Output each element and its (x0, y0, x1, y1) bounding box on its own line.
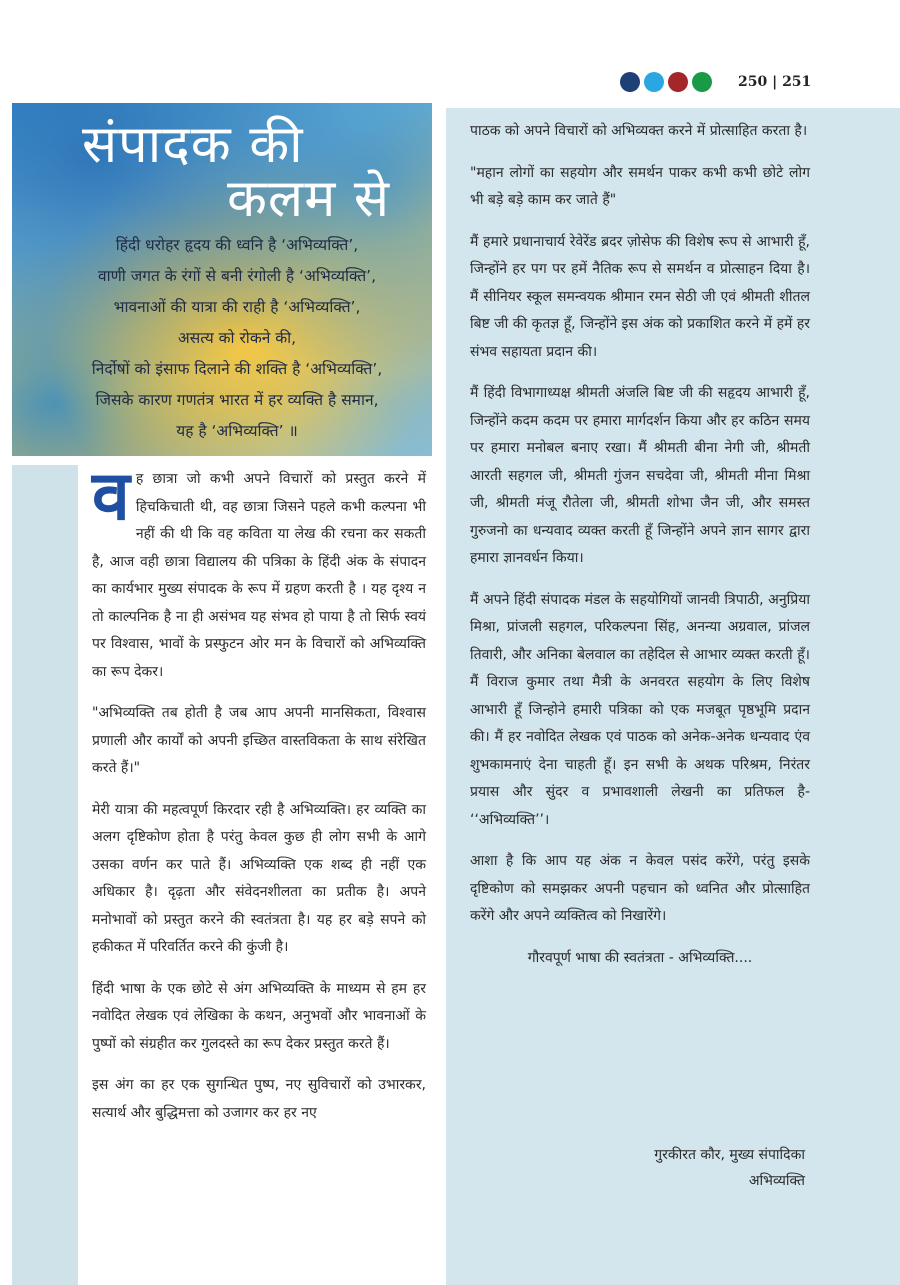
hero-title-line2: कलम से (227, 169, 390, 229)
poem-line: भावनाओं की यात्रा की राही है ‘अभिव्यक्ति’, (113, 298, 361, 316)
signature-block (560, 1142, 805, 1194)
poem-line: असत्य को रोकने की, (177, 329, 297, 347)
quote-paragraph: "महान लोगों का सहयोग और समर्थन पाकर कभी कभी छोटे लोग भी बड़े बड़े काम कर जाते हैं" (470, 164, 810, 208)
signature-title: अभिव्यक्ति (748, 1173, 805, 1189)
dot-green (692, 72, 712, 92)
paragraph: इस अंग का हर एक सुगन्धित पुष्प, नए सुविचारों को उभारकर, सत्यार्थ और बुद्धिमत्ता को उजागर कर हर नए (92, 1077, 426, 1121)
poem-line: हिंदी धरोहर हृदय की ध्वनि है ‘अभिव्यक्ति’, (115, 236, 359, 254)
paragraph: मेरी यात्रा की महत्वपूर्ण किरदार रही है अभिव्यक्ति। हर व्यक्ति का अलग दृष्टिकोण होता है परंतु केवल कुछ ही लोग सभी के आगे उसका वर्णन कर पाते हैं। अभिव्यक्ति एक शब्द ही नहीं एक अधिकार है। दृढ़ता और संवेदनशीलता का प्रतीक है। अपने मनोभावों को प्रस्तुत करने की स्वतंत्रता है। यह हर बड़े सपने को हकीकत में परिवर्तित करने की कुंजी है। (92, 801, 426, 955)
dot-navy (620, 72, 640, 92)
paragraph: मैं हमारे प्रधानाचार्य रेवेरेंड ब्रदर ज़ोसेफ की विशेष रूप से आभारी हूँ, जिन्होंने हर पग पर हमें नैतिक रूप से समर्थन व प्रोत्साहन दिया है। मैं सीनियर स्कूल समन्वयक श्रीमान रमन सेठी जी एवं श्रीमती शीतल बिष्ट जी की कृतज्ञ हूँ, जिन्होंने इस अंक को प्रकाशित करने में हमें हर संभव सहायता प्रदान की। (470, 233, 810, 360)
paragraph: हिंदी भाषा के एक छोटे से अंग अभिव्यक्ति के माध्यम से हम हर नवोदित लेखक एवं लेखिका के कथन, अनुभवों और भावनाओं के पुष्पों को संग्रहीत कर गुलदस्ते का रूप देकर प्रस्तुत करते हैं। (92, 980, 426, 1052)
color-dots (620, 72, 712, 92)
poem-line: जिसके कारण गणतंत्र भारत में हर व्यक्ति है समान, (95, 391, 379, 409)
paragraph-text: ह छात्रा जो कभी अपने विचारों को प्रस्तुत करने में हिचकिचाती थी, वह छात्रा जिसने पहले कभी कल्पना भी नहीं की थी कि वह कविता या लेख की रचना कर सकती है, आज वही छात्रा विद्यालय की पत्रिका के हिंदी अंक के संपादन का कार्यभार मुख्य संपादक के रूप में ग्रहण करती है । यह दृश्य न तो काल्पनिक है ना ही असंभव यह संभव हो पाया है तो सिर्फ स्वयं पर विश्वास, भावों के प्रस्फुटन ओर मन के विचारों को अभिव्यक्ति का रूप देकर। (92, 471, 426, 680)
paragraph: मैं हिंदी विभागाध्यक्ष श्रीमती अंजलि बिष्ट जी की सहृदय आभारी हूँ, जिन्होंने कदम कदम पर हमारा मार्गदर्शन किया और हर कठिन समय पर हमारा मनोबल बनाए रखा। मैं श्रीमती बीना नेगी जी, श्रीमती आरती सहगल जी, श्रीमती गुंजन सचदेवा जी, श्रीमती मीना मिश्रा जी, श्रीमती मंजू रौतेला जी, श्रीमती शोभा जैन जी, और समस्त गुरुजनो का धन्यवाद व्यक्त करती हूँ जिन्होंने अपने ज्ञान सागर द्वारा हमारा ज्ञानवर्धन किया। (470, 385, 810, 566)
left-article-column (92, 456, 426, 1141)
page-numbers: 250 | 251 (738, 74, 812, 90)
poem-line: वाणी जगत के रंगों से बनी रंगोली है ‘अभिव्यक्ति’, (97, 267, 377, 285)
dot-sky-blue (644, 72, 664, 92)
right-article-column (470, 118, 810, 986)
paragraph: पाठक को अपने विचारों को अभिव्यक्त करने में प्रोत्साहित करता है। (470, 123, 808, 139)
poem-line: निर्दोषों को इंसाफ दिलाने की शक्ति है ‘अभिव्यक्ति’, (91, 360, 383, 378)
poem-line: यह है ‘अभिव्यक्ति’ ॥ (176, 422, 298, 440)
closing-line: गौरवपूर्ण भाषा की स्वतंत्रता - अभिव्यक्ति.... (527, 949, 753, 966)
paragraph: आशा है कि आप यह अंक न केवल पसंद करेंगे, परंतु इसके दृष्टिकोण को समझकर अपनी पहचान को ध्वनित और प्रोत्साहित करेंगे और अपने व्यक्तित्व को निखारेंगे। (470, 853, 810, 924)
hero-banner (12, 103, 432, 456)
drop-cap: व (92, 456, 130, 536)
paragraph (92, 456, 426, 686)
signature-name: गुरकीरत कौर, मुख्य संपादिका (654, 1147, 805, 1163)
hero-title-line1: संपादक की (82, 115, 304, 175)
quote-paragraph: "अभिव्यक्ति तब होती है जब आप अपनी मानसिकता, विश्वास प्रणाली और कार्यों को अपनी इच्छित वास्तविकता के साथ संरेखित करते हैं।" (92, 705, 426, 776)
left-decorative-strip (12, 465, 78, 1285)
dot-red (668, 72, 688, 92)
paragraph: मैं अपने हिंदी संपादक मंडल के सहयोगियों जानवी त्रिपाठी, अनुप्रिया मिश्रा, प्रांजली सहगल, परिकल्पना सिंह, अनन्या अग्रवाल, प्रांजल तिवारी, और अनिका बेलवाल का तहेदिल से आभार व्यक्त करती हूँ। मैं विराज कुमार तथा मैत्री के अनवरत सहयोग के लिए विशेष आभारी हूँ जिन्होने हमारी पत्रिका को एक मजबूत पृष्ठभूमि प्रदान की। मैं हर नवोदित लेखक एवं पाठक को अनेक-अनेक धन्यवाद एंव शुभकामनाएं देना चाहती हूँ। इन सभी के अथक परिश्रम, निरंतर प्रयास और सुंदर व प्रभावशाली लेखनी का प्रतिफल है- ‘‘अभिव्यक्ति’’। (470, 591, 810, 828)
hero-poem (52, 230, 422, 447)
